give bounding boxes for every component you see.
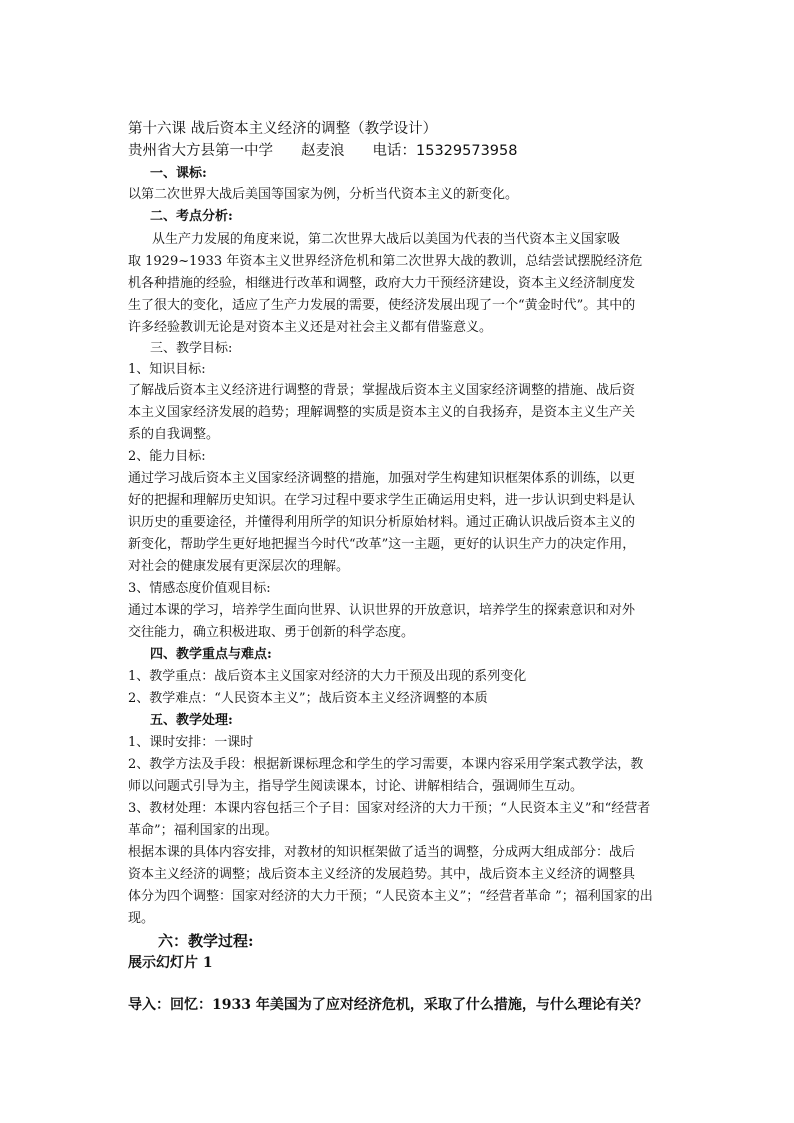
- section-3-heading: 三、教学目标:: [150, 341, 233, 356]
- section-5-line: 1、课时安排：一课时: [128, 735, 254, 750]
- knowledge-goal-label: 1、知识目标:: [128, 362, 206, 377]
- author-line: [128, 140, 688, 162]
- ability-goal-line: 新变化，帮助学生更好地把握当今时代“改革”这一主题，更好的认识生产力的决定作用，: [128, 537, 636, 552]
- section-5-line: 3、教材处理：本课内容包括三个子目：国家对经济的大力干预；“人民资本主义”和“经营者: [128, 801, 651, 816]
- ability-goal-line: 通过学习战后资本主义国家经济调整的措施，加强对学生构建知识框架体系的训练，以更: [128, 471, 636, 486]
- section-2-line: 机各种措施的经验，相继进行改革和调整，政府大力干预经济建设，资本主义经济制度发: [128, 276, 636, 291]
- ability-goal-line: 识历史的重要途径，并懂得利用所学的知识分析原始材料。通过正确认识战后资本主义的: [128, 515, 636, 530]
- section-4-heading: 四、教学重点与难点:: [150, 647, 272, 662]
- ability-goal-line: 好的把握和理解历史知识。在学习过程中要求学生正确运用史料，进一步认识到史料是认: [128, 493, 636, 508]
- section-5-line: 革命”；福利国家的出现。: [128, 823, 278, 838]
- ability-goal-line: 对社会的健康发展有更深层次的理解。: [128, 559, 350, 574]
- intro-question: 导入：回忆：1933 年美国为了应对经济危机，采取了什么措施，与什么理论有关？: [128, 997, 648, 1013]
- teacher-name: 赵麦浪: [301, 143, 345, 159]
- knowledge-goal-line: 系的自我调整。: [128, 427, 220, 442]
- section-4-line: 1、教学重点：战后资本主义国家对经济的大力干预及出现的系列变化: [128, 669, 527, 684]
- section-1-heading: 一、课标:: [150, 166, 207, 181]
- section-6-heading: 六：教学过程:: [158, 932, 254, 950]
- section-5-heading: 五、教学处理:: [150, 713, 233, 728]
- slide-label: 展示幻灯片 1: [128, 955, 213, 971]
- section-5-line: 根据本课的具体内容安排，对教材的知识框架做了适当的调整，分成两大组成部分：战后: [128, 845, 636, 860]
- section-2-line: 许多经验教训无论是对资本主义还是对社会主义都有借鉴意义。: [128, 320, 493, 335]
- knowledge-goal-line: 了解战后资本主义经济进行调整的背景；掌握战后资本主义国家经济调整的措施、战后资: [128, 383, 636, 398]
- section-5-line: 现。: [128, 911, 155, 926]
- section-5-line: 体分为四个调整：国家对经济的大力干预；“人民资本主义”；“经营者革命 ”；福利国家的出: [128, 889, 653, 904]
- lesson-title: 第十六课 战后资本主义经济的调整（教学设计）: [128, 121, 438, 137]
- section-4-line: 2、教学难点：“人民资本主义”；战后资本主义经济调整的本质: [128, 691, 488, 706]
- section-5-line: 资本主义经济的调整；战后资本主义经济的发展趋势。其中，战后资本主义经济的调整具: [128, 867, 636, 882]
- knowledge-goal-line: 本主义国家经济发展的趋势；理解调整的实质是资本主义的自我扬弃，是资本主义生产关: [128, 405, 636, 420]
- attitude-goal-line: 通过本课的学习，培养学生面向世界、认识世界的开放意识，培养学生的探索意识和对外: [128, 603, 636, 618]
- attitude-goal-line: 交往能力，确立积极进取、勇于创新的科学态度。: [128, 625, 415, 640]
- phone-number: 电话：15329573958: [372, 143, 518, 159]
- attitude-goal-label: 3、情感态度价值观目标:: [128, 581, 271, 596]
- ability-goal-label: 2、能力目标:: [128, 449, 206, 464]
- section-2-line: 从生产力发展的角度来说，第二次世界大战后以美国为代表的当代资本主义国家吸: [152, 232, 621, 247]
- section-1-text: 以第二次世界大战后美国等国家为例，分析当代资本主义的新变化。: [128, 187, 519, 202]
- section-2-heading: 二、考点分析:: [150, 209, 233, 224]
- section-2-line: 取 1929~1933 年资本主义世界经济危机和第二次世界大战的教训，总结尝试摆脱经济危: [128, 254, 643, 269]
- school-name: 贵州省大方县第一中学: [128, 143, 273, 159]
- section-5-line: 师以问题式引导为主，指导学生阅读课本，讨论、讲解相结合，强调师生互动。: [128, 779, 584, 794]
- section-5-line: 2、教学方法及手段：根据新课标理念和学生的学习需要，本课内容采用学案式教学法，教: [128, 757, 644, 772]
- section-2-line: 生了很大的变化，适应了生产力发展的需要，使经济发展出现了一个“黄金时代”。其中的: [128, 298, 636, 313]
